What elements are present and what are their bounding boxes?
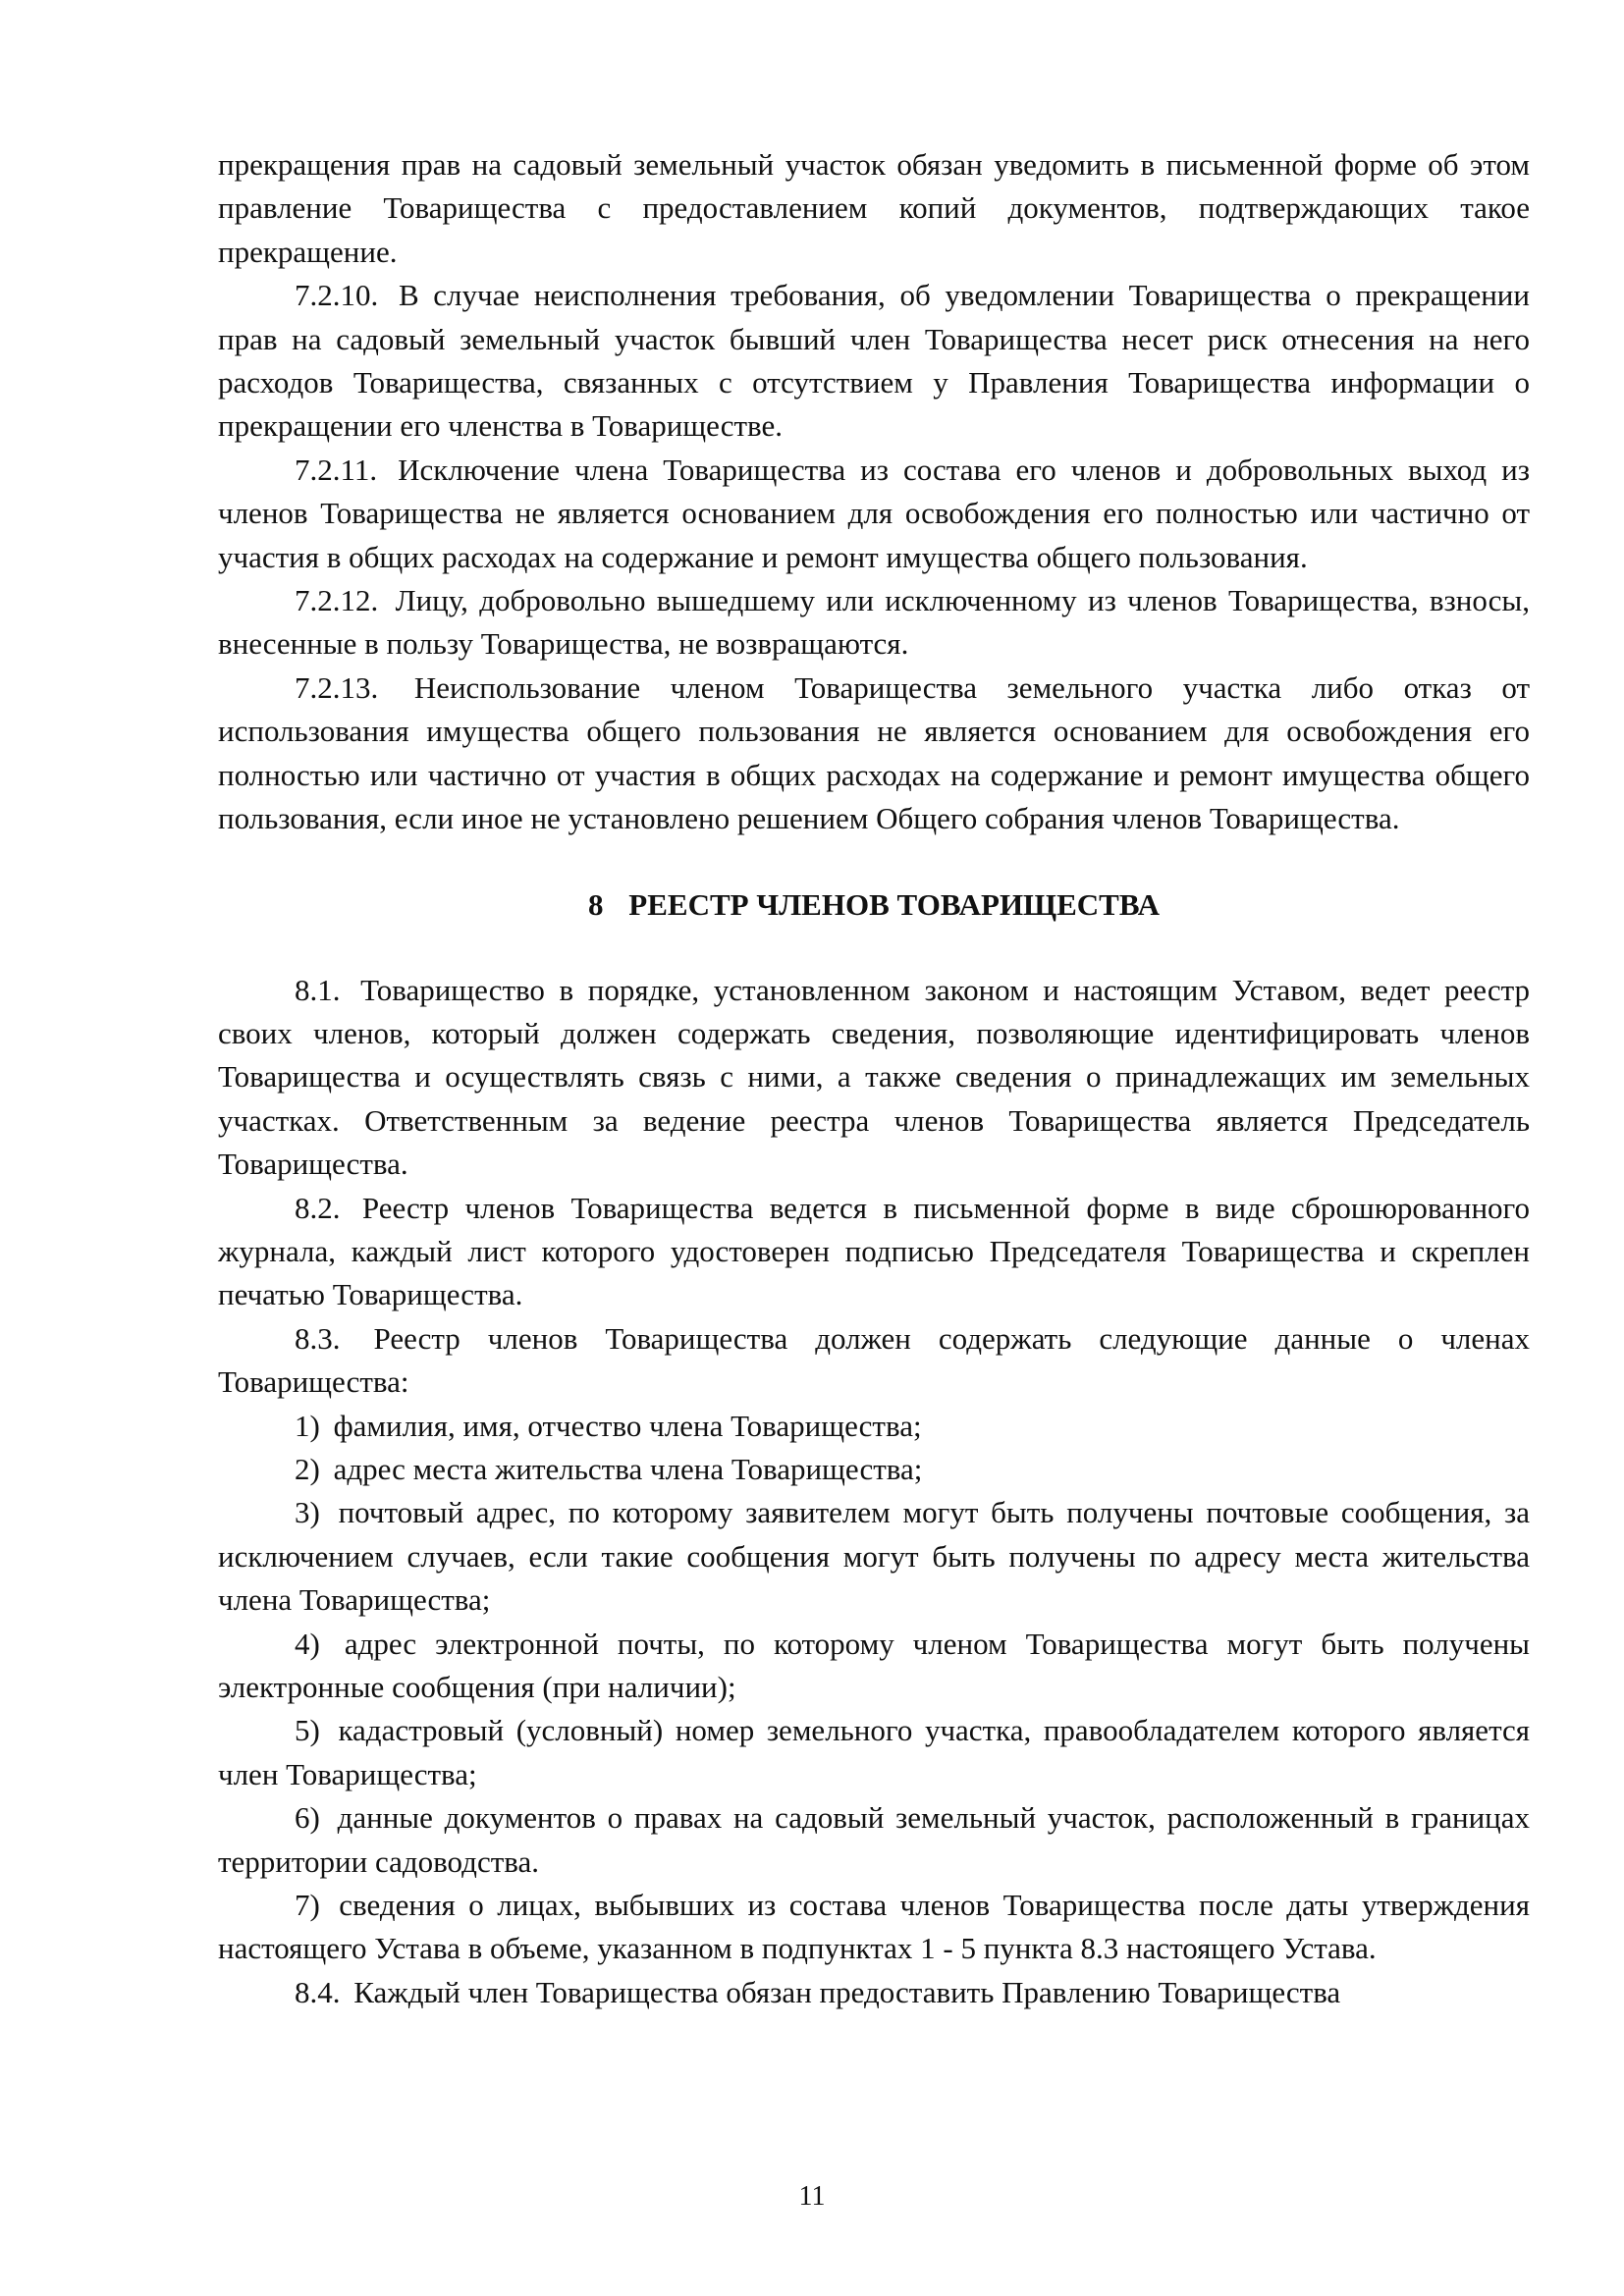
paragraph-text: Исключение члена Товарищества из состава его членов и добровольных выход из членов Товарищества не является основанием для освобождения его полностью или частично от участия в общих расходах на содержание и ремонт имущества общего пользования.	[218, 452, 1530, 574]
paragraph-8-4	[218, 1971, 1530, 2014]
paragraph-number: 7.2.13.	[295, 669, 379, 705]
document-body	[218, 143, 1530, 2014]
paragraph-8-2	[218, 1187, 1530, 1317]
list-item-text: кадастровый (условный) номер земельного участка, правообладателем которого является член Товарищества;	[218, 1713, 1531, 1791]
list-item-number: 3)	[295, 1495, 320, 1530]
paragraph-7-2-12	[218, 579, 1530, 667]
paragraph-text: Реестр членов Товарищества ведется в письменной форме в виде сброшюрованного журнала, каждый лист которого удостоверен подписью Председателя Товарищества и скреплен печатью Товарищества.	[218, 1190, 1530, 1312]
paragraph-continuation	[218, 143, 1530, 274]
paragraph-8-3	[218, 1317, 1530, 1405]
paragraph-text: Неиспользование членом Товарищества земельного участка либо отказ от использования имущества общего пользования не является основанием для освобождения его полностью или частично от участия в общих расходах на содержание и ремонт имущества общего пользования, если иное не установлено решением Общего собрания членов Товарищества.	[218, 669, 1531, 836]
section-heading	[218, 883, 1530, 927]
paragraph-number: 7.2.10.	[295, 278, 379, 313]
list-item-number: 2)	[295, 1451, 320, 1486]
list-item-number: 6)	[295, 1800, 320, 1836]
list-item-4	[218, 1623, 1530, 1710]
list-item-text: адрес места жительства члена Товарищества;	[333, 1451, 923, 1486]
paragraph-text: прекращения прав на садовый земельный участок обязан уведомить в письменной форме об этом правление Товарищества с предоставлением копий документов, подтверждающих такое прекращение.	[218, 147, 1530, 269]
paragraph-number: 7.2.11.	[295, 452, 378, 487]
paragraph-number: 8.2.	[295, 1190, 341, 1225]
paragraph-text: Лицу, добровольно вышедшему или исключенному из членов Товарищества, взносы, внесенные в пользу Товарищества, не возвращаются.	[218, 583, 1530, 662]
list-item-text: фамилия, имя, отчество члена Товарищества;	[333, 1408, 922, 1443]
page-number: 11	[798, 2181, 826, 2212]
list-item-5	[218, 1709, 1530, 1796]
paragraph-text: Реестр членов Товарищества должен содержать следующие данные о членах Товарищества:	[218, 1320, 1530, 1400]
list-item-number: 4)	[295, 1626, 320, 1661]
paragraph-number: 7.2.12.	[295, 583, 379, 618]
list-item-6	[218, 1796, 1530, 1884]
paragraph-7-2-10	[218, 274, 1530, 449]
paragraph-number: 8.4.	[295, 1974, 341, 2009]
section-number: 8	[588, 886, 604, 922]
list-item-3	[218, 1491, 1530, 1622]
list-item-text: данные документов о правах на садовый земельный участок, расположенный в границах территории садоводства.	[218, 1800, 1531, 1879]
paragraph-8-1	[218, 969, 1530, 1187]
list-item-number: 1)	[295, 1408, 320, 1443]
list-item-number: 5)	[295, 1713, 320, 1748]
paragraph-7-2-11	[218, 449, 1530, 579]
list-item-1	[218, 1405, 1530, 1448]
paragraph-7-2-13	[218, 667, 1530, 841]
list-item-number: 7)	[295, 1888, 320, 1923]
paragraph-number: 8.3.	[295, 1320, 341, 1356]
list-item-text: почтовый адрес, по которому заявителем могут быть получены почтовые сообщения, за исключением случаев, если такие сообщения могут быть получены по адресу места жительства члена Товарищества;	[218, 1495, 1530, 1618]
list-item-7	[218, 1884, 1530, 1971]
section-title: РЕЕСТР ЧЛЕНОВ ТОВАРИЩЕСТВА	[628, 886, 1160, 922]
list-item-text: сведения о лицах, выбывших из состава членов Товарищества после даты утверждения настоящего Устава в объеме, указанном в подпунктах 1 - 5 пункта 8.3 настоящего Устава.	[218, 1888, 1530, 1966]
paragraph-text: Каждый член Товарищества обязан предоставить Правлению Товарищества	[353, 1974, 1341, 2009]
list-item-2	[218, 1448, 1530, 1491]
paragraph-text: Товарищество в порядке, установленном законом и настоящим Уставом, ведет реестр своих членов, который должен содержать сведения, позволяющие идентифицировать членов Товарищества и осуществлять связь с ними, а также сведения о принадлежащих им земельных участках. Ответственным за ведение реестра членов Товарищества является Председатель Товарищества.	[218, 972, 1531, 1182]
list-item-text: адрес электронной почты, по которому членом Товарищества могут быть получены электронные сообщения (при наличии);	[218, 1626, 1530, 1704]
paragraph-text: В случае неисполнения требования, об уведомлении Товарищества о прекращении прав на садовый земельный участок бывший член Товарищества несет риск отнесения на него расходов Товарищества, связанных с отсутствием у Правления Товарищества информации о прекращении его членства в Товариществе.	[218, 278, 1530, 444]
paragraph-number: 8.1.	[295, 972, 341, 1007]
